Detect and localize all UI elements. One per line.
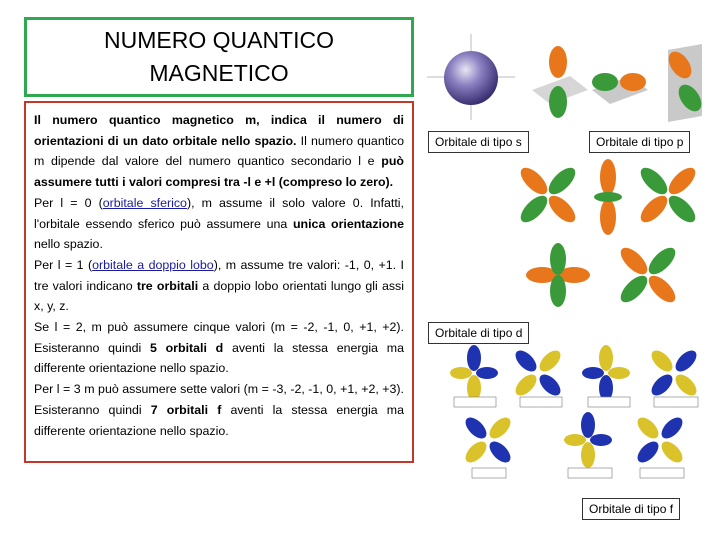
f-orbitals-image bbox=[448, 345, 710, 493]
paragraph-l0: Per l = 0 (orbitale sferico), m assume il solo valore 0. Infatti, l'orbitale essendo sferico può assumere una unica orientazione nello spazio. bbox=[34, 195, 404, 252]
explanation-text-box bbox=[24, 101, 414, 463]
link-orbitale-sferico[interactable]: orbitale sferico bbox=[102, 195, 187, 210]
d-orbitals-image bbox=[508, 157, 708, 317]
label-orbitale-d: Orbitale di tipo d bbox=[428, 322, 529, 344]
title-box bbox=[24, 17, 414, 97]
paragraph-l2: Se l = 2, m può assumere cinque valori (m = -2, -1, 0, +1, +2). Esisteranno quindi 5 orbitali d aventi la stessa energia ma differente orientazione nello spazio. bbox=[34, 320, 404, 376]
label-orbitale-f: Orbitale di tipo f bbox=[582, 498, 680, 520]
s-orbital-image bbox=[427, 32, 515, 122]
link-orbitale-doppio-lobo[interactable]: orbitale a doppio lobo bbox=[92, 257, 214, 272]
p-orbitals-image bbox=[530, 40, 710, 126]
page-title: NUMERO QUANTICO MAGNETICO bbox=[104, 27, 334, 86]
paragraph-l1: Per l = 1 (orbitale a doppio lobo), m assume tre valori: -1, 0, +1. I tre valori indicano tre orbitali a doppio lobo orientati lungo gli assi x, y, z. bbox=[34, 257, 404, 314]
label-orbitale-s: Orbitale di tipo s bbox=[428, 131, 529, 153]
paragraph-intro: Il numero quantico magnetico m, indica il numero di orientazioni di un dato orbitale nello spazio. Il numero quantico m dipende dal valore del numero quantico secondario l e può assumere tutti i valori compresi tra -l e +l (compreso lo zero). bbox=[34, 113, 405, 190]
label-orbitale-p: Orbitale di tipo p bbox=[589, 131, 690, 153]
paragraph-l3: Per l = 3 m può assumere sette valori (m = -3, -2, -1, 0, +1, +2, +3). Esisteranno quindi 7 orbitali f aventi la stessa energia ma differente orientazione nello spazio. bbox=[34, 382, 405, 438]
